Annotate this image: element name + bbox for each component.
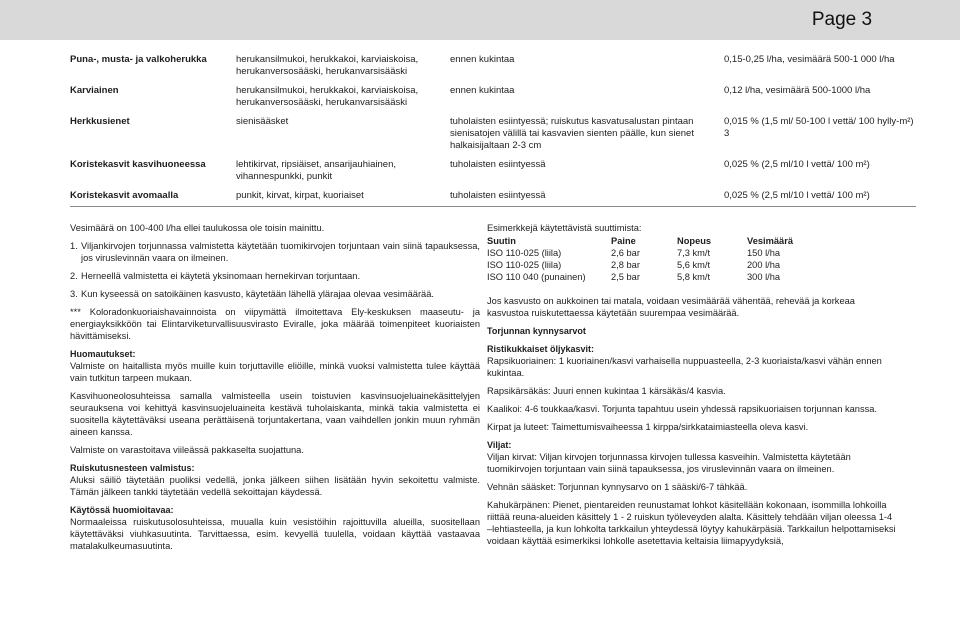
dose-cell: 0,025 % (2,5 ml/10 l vettä/ 100 m²) (724, 159, 870, 170)
oilseed-paragraph: Rapsikärsäkäs: Juuri ennen kukintaa 1 kärsäkäs/4 kasvia. (487, 386, 726, 396)
footnote-1: 1. Viljankirvojen torjunnassa valmistetta käytetään tuomikirvojen torjuntaan vain siinä tapauksessa, jos viruslevinnän vaara on ilmeinen. (70, 241, 480, 263)
threshold-heading: Torjunnan kynnysarvot (487, 326, 586, 336)
pest-cell: lehtikirvat, ripsiäiset, ansarijauhiainen, vihannespunkki, punkit (236, 159, 396, 182)
cereals-paragraph: Kahukärpänen: Pienet, pientareiden reunustamat lohkot käsitellään kokonaan, isommilla lohkoilla riittää reuna-alueiden käsittely 1 - 2 ruiskun työleveyden alalta. Käsittely tehdään viljan oleessa 1-4 –lehtiasteella, ja kun lohkolta tarkkailun yhteydessä löytyy kahukärpäsiä. Tarkkailun helpottamiseksi voidaan käyttää esimerkiksi lohkolle asetettavia keltaisia liimapyydyksiä, (487, 500, 896, 546)
table-row (70, 114, 916, 157)
remarks-heading: Huomautukset: (70, 349, 136, 359)
crop-cell: Koristekasvit kasvihuoneessa (70, 159, 206, 170)
timing-cell: ennen kukintaa (450, 85, 515, 96)
remarks-paragraph: Valmiste on varastoitava viileässä pakkaselta suojattuna. (70, 445, 304, 455)
table-bottom-divider (70, 206, 916, 207)
table-cell: ISO 110 040 (punainen) (487, 272, 586, 282)
dose-cell: 0,15-0,25 l/ha, vesimäärä 500-1 000 l/ha (724, 54, 895, 65)
table-cell: 200 l/ha (747, 260, 781, 270)
dose-cell: 0,12 l/ha, vesimäärä 500-1000 l/ha (724, 85, 871, 96)
oilseed-paragraph: Kaalikoi: 4-6 toukkaa/kasvi. Torjunta tapahtuu usein yhdessä rapsikuoriaisen torjunnan kanssa. (487, 404, 878, 414)
crop-cell: Herkkusienet (70, 116, 130, 127)
table-cell: 2,5 bar (611, 272, 640, 282)
table-header-row (487, 235, 793, 247)
dose-cell: 0,015 % (1,5 ml/ 50-100 l vettä/ 100 hylly-m²) 3 (724, 116, 914, 139)
table-row (70, 188, 916, 205)
remarks-paragraph: Valmiste on haitallista myös muille kuin torjuttaville eliöille, minkä vuoksi valmistetta tulee käyttää vain tutkitun tarpeen mukaan. (70, 361, 480, 383)
column-header: Suutin (487, 236, 516, 246)
table-row (70, 52, 916, 83)
column-header: Vesimäärä (747, 236, 794, 246)
colorado-note: *** Koloradonkuoriaishavainnoista on viipymättä ilmoitettava Ely-keskuksen maaseutu- ja energiayksikköön tai Elintarviketurvallisuusvirasto Eviralle, joka määrää toimenpiteet kuoriaisten hävittämiseksi. (70, 307, 480, 341)
nozzle-examples-title: Esimerkkejä käytettävistä suuttimista: (487, 223, 642, 233)
oilseed-paragraph: Rapsikuoriainen: 1 kuoriainen/kasvi varhaisella nuppuasteella, 2-3 kuoriaista/kasvi vähän ennen kukintaa. (487, 356, 882, 378)
table-cell: 2,6 bar (611, 248, 640, 258)
nozzle-table (487, 235, 793, 283)
pest-cell: punkit, kirvat, kirpat, kuoriaiset (236, 190, 364, 201)
table-cell: ISO 110-025 (liila) (487, 260, 562, 270)
page-title: Page 3 (811, 9, 873, 30)
pest-cell: herukansilmukoi, herukkakoi, karviaiskoisa, herukanversosääski, herukanvarsisääski (236, 54, 419, 77)
pest-cell: sienisääsket (236, 116, 289, 127)
page-header (0, 0, 960, 40)
crop-cell: Puna-, musta- ja valkoherukka (70, 54, 207, 65)
cereals-paragraph: Vehnän sääsket: Torjunnan kynnysarvo on 1 sääski/6-7 tähkää. (487, 482, 748, 492)
column-header: Paine (611, 236, 636, 246)
footnote-2: 2. Herneellä valmistetta ei käytetä yksinomaan hernekirvan torjuntaan. (70, 271, 361, 281)
crop-cell: Karviainen (70, 85, 119, 96)
column-header: Nopeus (677, 236, 712, 246)
table-cell: 2,8 bar (611, 260, 640, 270)
table-row (487, 271, 793, 283)
table-cell: 300 l/ha (747, 272, 781, 282)
vegetation-paragraph: Jos kasvusto on aukkoinen tai matala, voidaan vesimäärää vähentää, rehevää ja korkeaa kasvustoa ruiskutettaessa käytetään suurempaa vesimäärää. (487, 296, 855, 318)
usage-paragraph: Normaaleissa ruiskutusolosuhteissa, muualla kuin vesistöihin rajoittuvilla alueilla, suositellaan käytettäväksi viuhkasuutinta. Tarvittaessa, esim. kevyellä tuulella, voidaan käyttää vastaavaa matalakulkeumasuutinta. (70, 517, 480, 551)
table-row (487, 247, 793, 259)
footnote-3: 3. Kun kyseessä on satoikäinen kasvusto, käytetään lähellä ylärajaa olevaa vesimäärää. (70, 289, 434, 299)
remarks-paragraph: Kasvihuoneolosuhteissa samalla valmisteella usein toistuvien kasvinsuojeluainekäsittelyjen seurauksena voi kehittyä kasvinsuojeluaineita kestävä tuholaiskanta, minkä takia valmistetta ei suositella käytettäväksi useana perättäisenä torjuntakertana, vaan vaihdellen jonkin muun ryhmän aineen kanssa. (70, 391, 480, 437)
timing-cell: ennen kukintaa (450, 54, 515, 65)
timing-cell: tuholaisten esiintyessä (450, 190, 546, 201)
left-column (70, 222, 480, 558)
table-cell: 5,8 km/t (677, 272, 711, 282)
table-cell: 150 l/ha (747, 248, 781, 258)
table-cell: ISO 110-025 (liila) (487, 248, 562, 258)
right-column (487, 222, 899, 553)
dose-cell: 0,025 % (2,5 ml/10 l vettä/ 100 m²) (724, 190, 870, 201)
mixing-heading: Ruiskutusnesteen valmistus: (70, 463, 195, 473)
cereals-paragraph: Viljan kirvat: Viljan kirvojen torjunnassa kirvojen tullessa kasveihin. Valmistetta käytetään tuomikirvojen torjuntaan vain siinä tapauksessa, jos viruslevinnän vaara on ilmeinen. (487, 452, 851, 474)
cereals-heading: Viljat: (487, 440, 512, 450)
timing-cell: tuholaisten esiintyessä; ruiskutus kasvatusalustan pintaan sienisatojen välillä tai kasvavien sienten päälle, kun sienet halkaisijaltaan 2-3 cm (450, 116, 694, 151)
table-row (70, 83, 916, 114)
water-note: Vesimäärä on 100-400 l/ha ellei taulukossa ole toisin mainittu. (70, 223, 325, 233)
timing-cell: tuholaisten esiintyessä (450, 159, 546, 170)
oilseed-heading: Ristikukkaiset öljykasvit: (487, 344, 595, 354)
usage-table (70, 52, 916, 205)
table-cell: 5,6 km/t (677, 260, 711, 270)
table-cell: 7,3 km/t (677, 248, 711, 258)
mixing-paragraph: Aluksi säiliö täytetään puoliksi vedellä, jonka jälkeen siihen lisätään hyvin sekoitettu valmiste. Tämän jälkeen tankki täytetään vedellä sekoittajan käydessä. (70, 475, 480, 497)
usage-heading: Käytössä huomioitavaa: (70, 505, 174, 515)
table-row (487, 259, 793, 271)
oilseed-paragraph: Kirpat ja luteet: Taimettumisvaiheessa 1 kirppa/sirkkataimiasteella oleva kasvi. (487, 422, 809, 432)
pest-cell: herukansilmukoi, herukkakoi, karviaiskoisa, herukanversosääski, herukanvarsisääski (236, 85, 419, 108)
table-row (70, 157, 916, 188)
crop-cell: Koristekasvit avomaalla (70, 190, 179, 201)
